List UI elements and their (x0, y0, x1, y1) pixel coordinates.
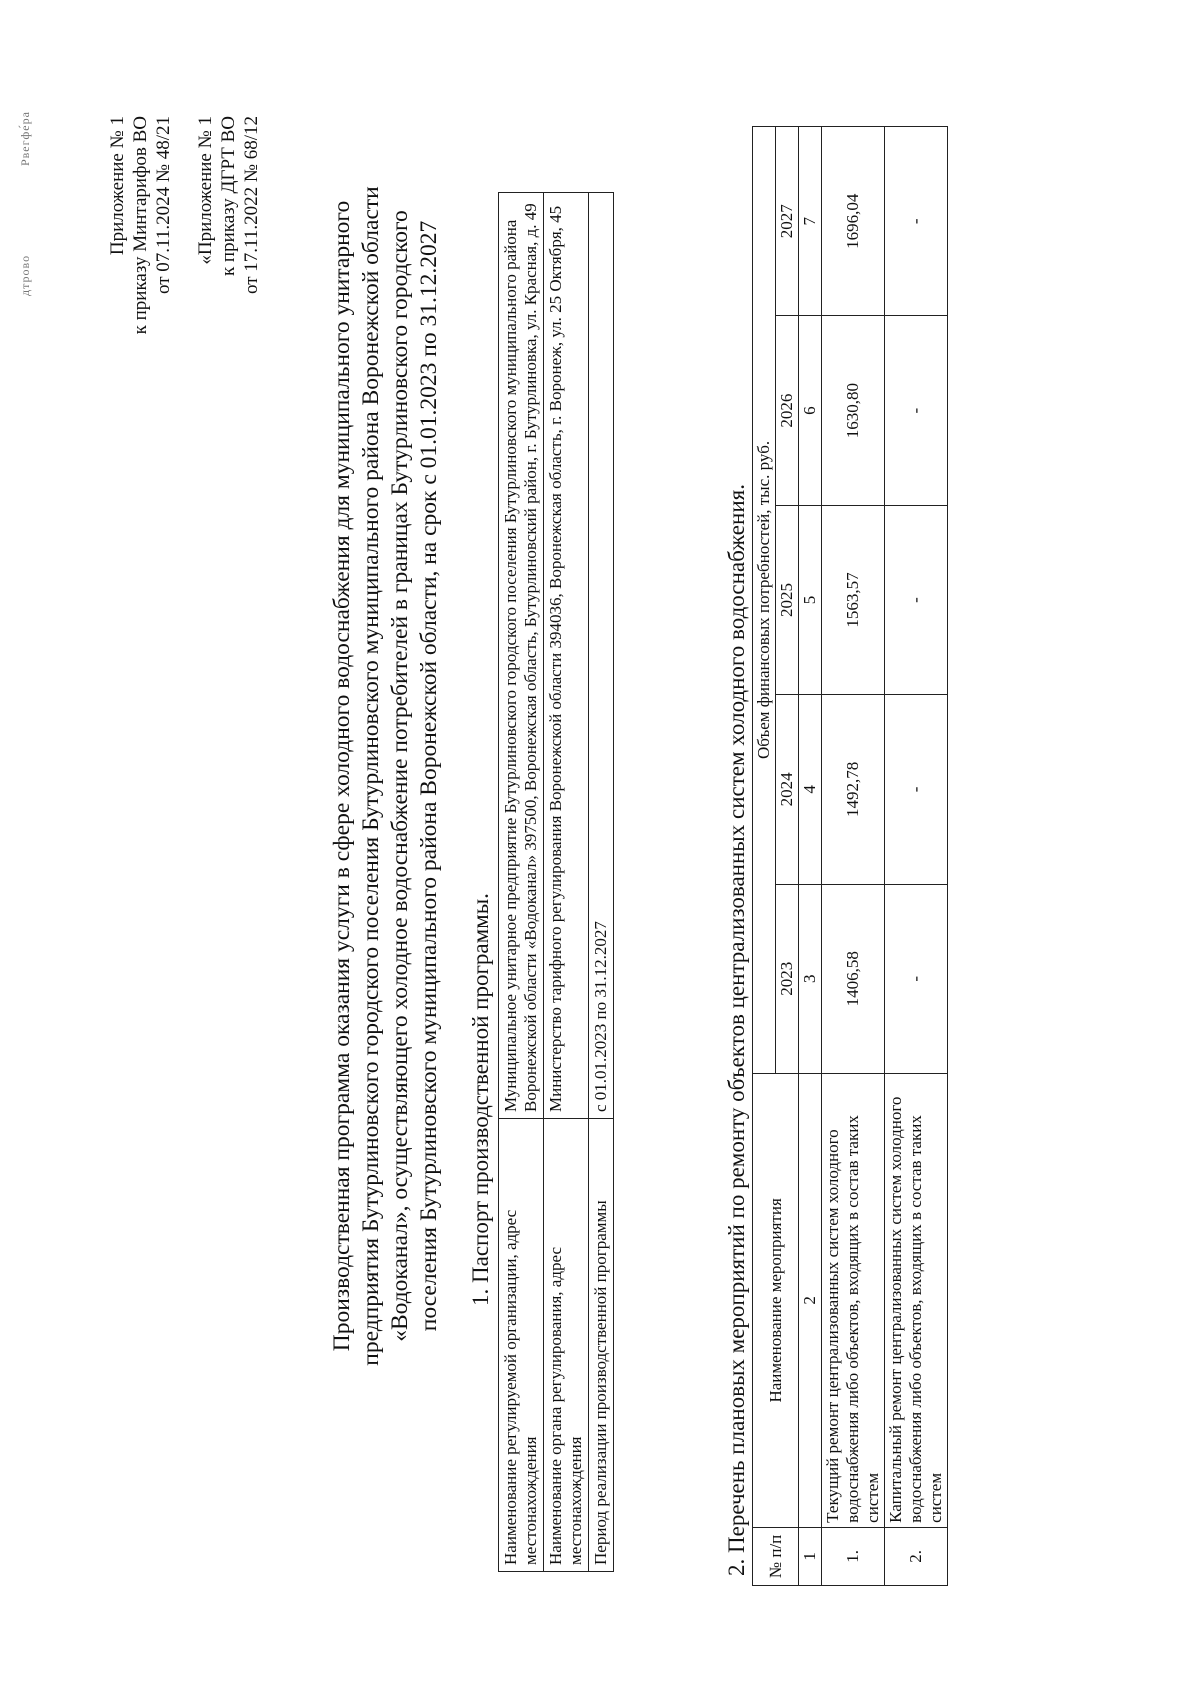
title-line: «Водоканал», осуществляющего холодное водоснабжение потребителей в границах Бутурлиновского городского (387, 210, 413, 1342)
table-header-row (753, 127, 776, 1586)
appendix-line: от 07.11.2024 № 48/21 (153, 116, 174, 295)
document-page (18, 106, 1106, 1586)
value-cell: - (885, 884, 948, 1073)
activity-name: Текущий ремонт централизованных систем холодного водоснабжения либо объектов, входящих в состав таких систем (822, 1073, 885, 1527)
year-header: 2026 (776, 316, 799, 505)
year-header: 2024 (776, 695, 799, 884)
document-title (328, 176, 444, 1376)
scan-mark: дтрово (18, 254, 32, 296)
column-index: 1 (799, 1527, 822, 1585)
section-heading: 2. Перечень плановых мероприятий по ремонту объектов централизованных систем холодного водоснабжения. (724, 484, 749, 1576)
table-cell: с 01.01.2023 по 31.12.2027 (589, 193, 614, 1119)
value-cell: - (885, 316, 948, 505)
value-cell: - (885, 127, 948, 316)
column-group-header: Объем финансовых потребностей, тыс. руб. (753, 127, 776, 1074)
year-header: 2027 (776, 127, 799, 316)
table-cell: Период реализации производственной программы (589, 1119, 614, 1572)
row-number: 1. (822, 1527, 885, 1585)
table-row (822, 127, 885, 1586)
repair-plan-table (752, 126, 948, 1586)
column-index-row (799, 127, 822, 1586)
table-row (589, 193, 614, 1572)
appendix-line: Приложение № 1 (107, 116, 128, 256)
year-header: 2023 (776, 884, 799, 1073)
table-cell: Министерство тарифного регулирования Воронежской области 394036, Воронежская область, г. Воронеж, ул. 25 Октября, 45 (544, 193, 589, 1119)
passport-table (498, 192, 614, 1572)
appendix-line: к приказу Минтарифов ВО (130, 116, 151, 335)
row-number: 2. (885, 1527, 948, 1585)
section-heading: 1. Паспорт производственной программы. (468, 893, 493, 1306)
scan-mark: Рвегфе́ра (18, 111, 32, 166)
column-index: 7 (799, 127, 822, 316)
value-cell: - (885, 695, 948, 884)
appendix-line: к приказу ДГРТ ВО (218, 116, 239, 277)
table-row (885, 127, 948, 1586)
previous-appendix-note (194, 116, 263, 294)
activity-name: Капитальный ремонт централизованных систем холодного водоснабжения либо объектов, входящих в состав таких систем (885, 1073, 948, 1527)
title-line: предприятия Бутурлиновского городского поселения Бутурлиновского муниципального района Воронежской области (358, 186, 384, 1366)
appendix-line: от 17.11.2022 № 68/12 (241, 116, 262, 295)
table-row (499, 193, 544, 1572)
table-cell: Наименование регулируемой организации, адрес местонахождения (499, 1119, 544, 1572)
value-cell: - (885, 505, 948, 694)
value-cell: 1406,58 (822, 884, 885, 1073)
column-header: Наименование мероприятия (753, 1073, 799, 1527)
title-line: поселения Бутурлиновского муниципального района Воронежской области, на срок с 01.01.2023 по 31.12.2027 (416, 220, 442, 1332)
appendix-line: «Приложение № 1 (195, 116, 216, 265)
value-cell: 1492,78 (822, 695, 885, 884)
appendix-note (106, 116, 175, 334)
value-cell: 1630,80 (822, 316, 885, 505)
value-cell: 1696,04 (822, 127, 885, 316)
table-row (544, 193, 589, 1572)
table-cell: Муниципальное унитарное предприятие Бутурлиновского городского поселения Бутурлиновского муниципального района Воронежской области «Водоканал» 397500, Воронежская область, Бутурлиновский район, г. Бутурлиновка, ул. Красная, д. 49 (499, 193, 544, 1119)
value-cell: 1563,57 (822, 505, 885, 694)
year-header: 2025 (776, 505, 799, 694)
column-index: 5 (799, 505, 822, 694)
column-index: 6 (799, 316, 822, 505)
column-header: № п/п (753, 1527, 799, 1585)
title-line: Производственная программа оказания услуги в сфере холодного водоснабжения для муниципального унитарного (329, 200, 355, 1352)
column-index: 3 (799, 884, 822, 1073)
column-index: 2 (799, 1073, 822, 1527)
column-index: 4 (799, 695, 822, 884)
table-cell: Наименование органа регулирования, адрес местонахождения (544, 1119, 589, 1572)
